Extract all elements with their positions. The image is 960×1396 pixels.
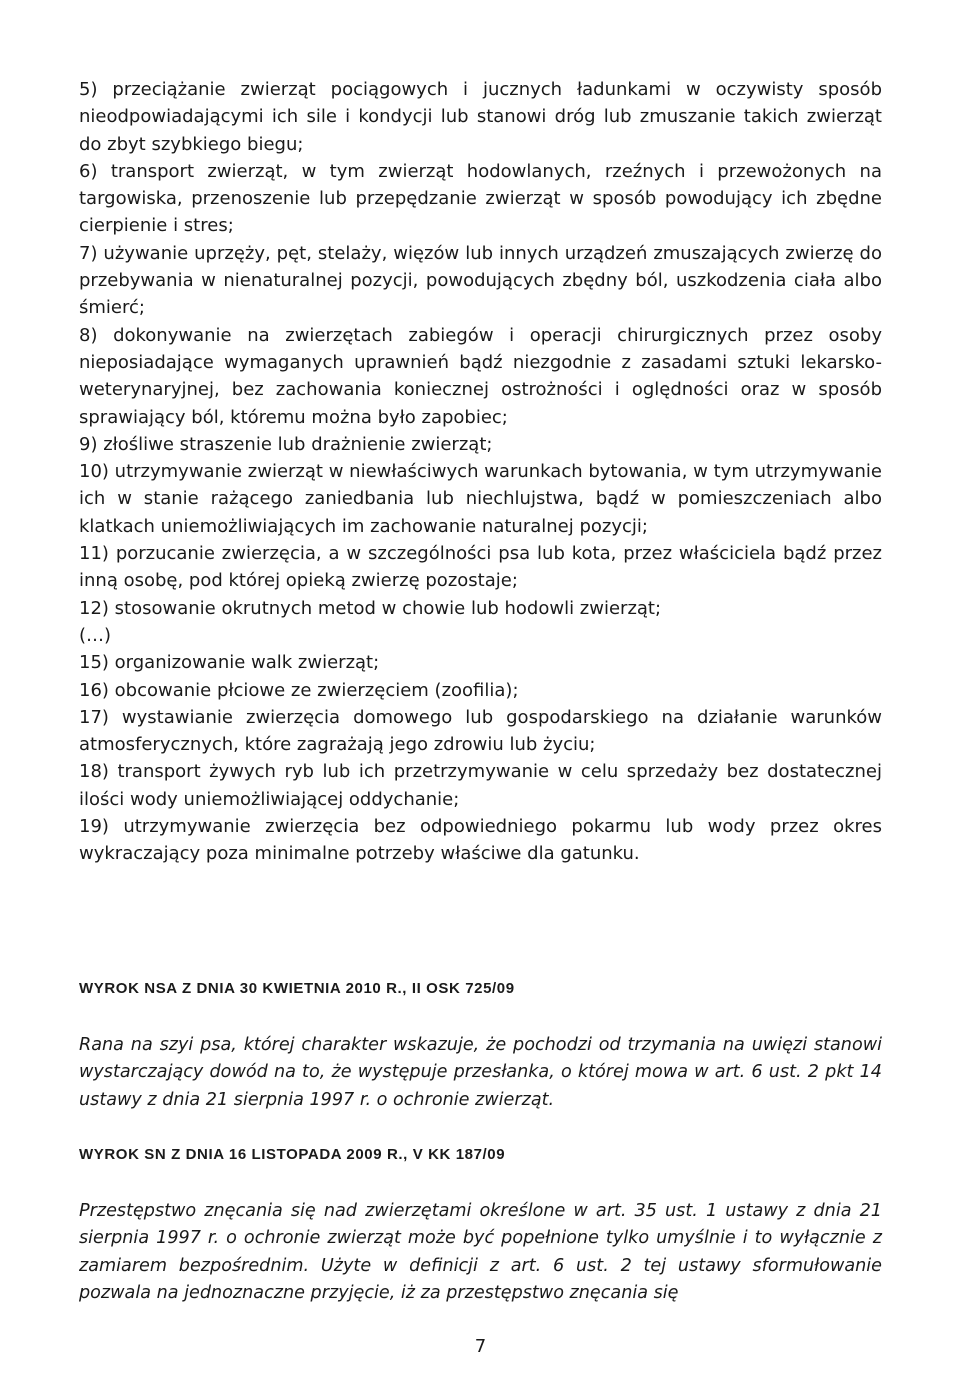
judgment-text: Rana na szyi psa, której charakter wskazuje, że pochodzi od trzymania na uwięzi stanowi wystarczający dowód na to, że występuje przesłanka, o której mowa w art. 6 ust. 2 pkt 14 ustawy z dnia 21 sierpnia 1997 r. o ochronie zwierząt.: [79, 1035, 882, 1110]
list-item: 8) dokonywanie na zwierzętach zabiegów i operacji chirurgicznych przez osoby nieposiadające wymaganych uprawnień bądź niezgodnie z zasadami sztuki lekarsko-weterynaryjnej, bez zachowania koniecznej ostrożności i oględności oraz w sposób sprawiający ból, któremu można było zapobiec;: [79, 324, 882, 428]
page-number: 7: [474, 1336, 487, 1357]
offense-list: [79, 76, 882, 868]
list-item: (…): [79, 624, 112, 646]
judgment-text: Przestępstwo znęcania się nad zwierzętami określone w art. 35 ust. 1 ustawy z dnia 21 sierpnia 1997 r. o ochronie zwierząt może być popełnione tylko umyślnie i to wyłącznie z zamiarem bezpośrednim. Użyte w definicji z art. 6 ust. 2 tej ustawy sformułowanie pozwala na jednoznaczne przyjęcie, iż za przestępstwo znęcania się: [79, 1201, 882, 1303]
list-item: 16) obcowanie płciowe ze zwierzęciem (zoofilia);: [79, 679, 519, 701]
list-item: 11) porzucanie zwierzęcia, a w szczególności psa lub kota, przez właściciela bądź przez inną osobę, pod której opieką zwierzę pozostaje;: [79, 543, 882, 592]
list-item: 6) transport zwierząt, w tym zwierząt hodowlanych, rzeźnych i przewożonych na targowiska, przenoszenie lub przepędzanie zwierząt w sposób powodujący ich zbędne cierpienie i stres;: [79, 160, 882, 237]
list-item: 12) stosowanie okrutnych metod w chowie lub hodowli zwierząt;: [79, 597, 662, 619]
list-item: 15) organizowanie walk zwierząt;: [79, 652, 380, 674]
list-item: 17) wystawianie zwierzęcia domowego lub gospodarskiego na działanie warunków atmosferycznych, które zagrażają jego zdrowiu lub życiu;: [79, 706, 882, 756]
list-item: 5) przeciążanie zwierząt pociągowych i jucznych ładunkami w oczywisty sposób nieodpowiadającymi ich sile i kondycji lub stanowi dróg lub zmuszanie takich zwierząt do zbyt szybkiego biegu;: [79, 79, 882, 155]
list-item: 9) złośliwe straszenie lub drażnienie zwierząt;: [79, 433, 493, 455]
list-item: 10) utrzymywanie zwierząt w niewłaściwych warunkach bytowania, w tym utrzymywanie ich w stanie rażącego zaniedbania lub niechlujstwa, bądź w pomieszczeniach albo klatkach uniemożliwiających im zachowanie naturalnej pozycji;: [79, 461, 882, 537]
list-item: 19) utrzymywanie zwierzęcia bez odpowiedniego pokarmu lub wody przez okres wykraczający poza minimalne potrzeby właściwe dla gatunku.: [79, 816, 882, 865]
judgment-heading: WYROK SN Z DNIA 16 LISTOPADA 2009 R., V KK 187/09: [79, 1146, 506, 1163]
list-item: 7) używanie uprzęży, pęt, stelaży, więzów lub innych urządzeń zmuszających zwierzę do przebywania w nienaturalnej pozycji, powodujących zbędny ból, uszkodzenia ciała albo śmierć;: [79, 242, 882, 319]
list-item: 18) transport żywych ryb lub ich przetrzymywanie w celu sprzedaży bez dostatecznej ilości wody uniemożliwiającej oddychanie;: [79, 761, 882, 810]
judgment-heading: WYROK NSA Z DNIA 30 KWIETNIA 2010 R., II OSK 725/09: [79, 980, 515, 997]
